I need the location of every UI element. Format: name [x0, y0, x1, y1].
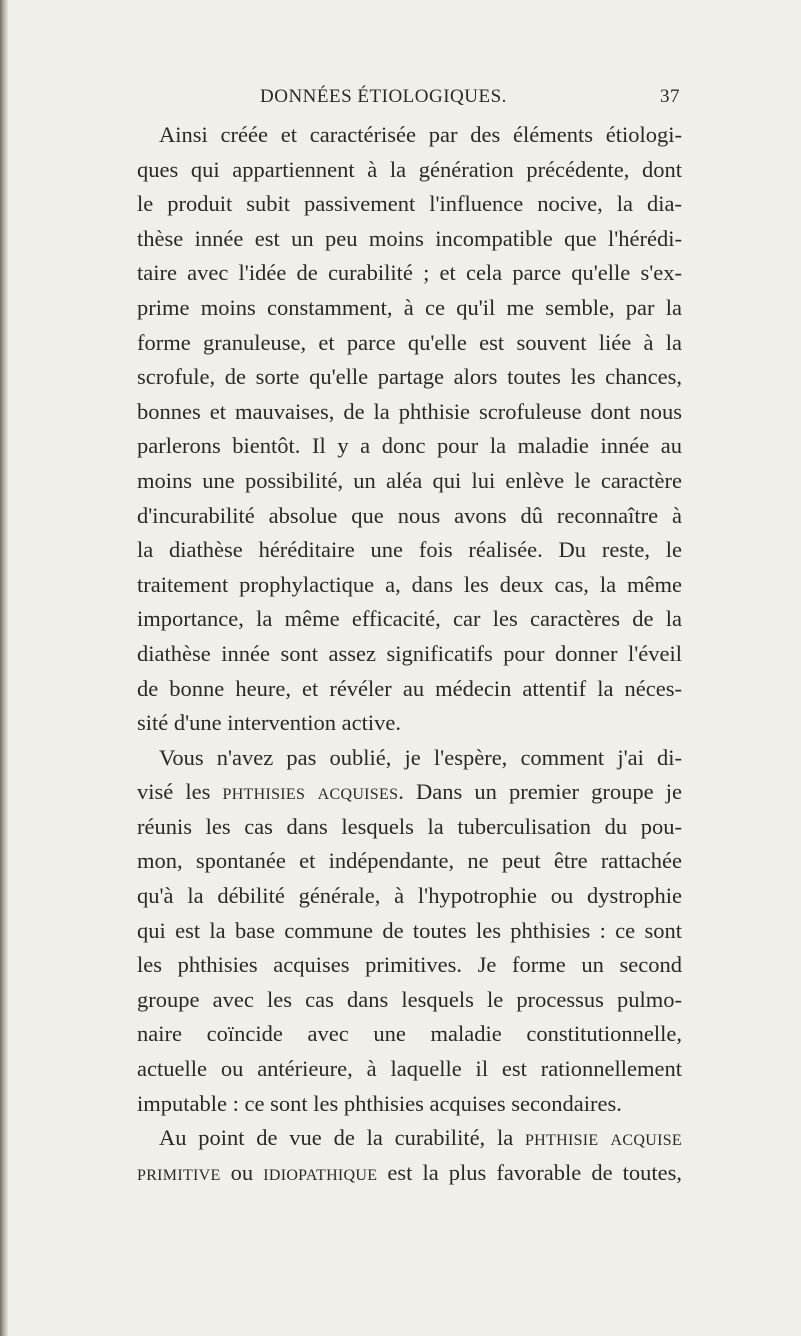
text-line: forme granuleuse, et parce qu'elle est souvent liée à la [137, 329, 682, 355]
text-line: actuelle ou antérieure, à laquelle il est rationnellement [137, 1056, 682, 1082]
text-line: diathèse innée sont assez significatifs pour donner l'éveil [137, 640, 682, 666]
text-line: traitement prophylactique a, dans les deux cas, la même [137, 571, 682, 597]
text-line: qu'à la débilité générale, à l'hypotrophie ou dystrophie [137, 883, 682, 909]
page-number: 37 [660, 86, 680, 107]
text-line: de bonne heure, et révéler au médecin attentif la néces- [137, 675, 682, 701]
text-line: naire coïncide avec une maladie constitutionnelle, [137, 1021, 682, 1047]
text-line: groupe avec les cas dans lesquels le processus pulmo- [137, 986, 682, 1012]
text-line: scrofule, de sorte qu'elle partage alors toutes les chances, [137, 364, 682, 390]
text-line: mon, spontanée et indépendante, ne peut être rattachée [137, 848, 682, 874]
text-line: la diathèse héréditaire une fois réalisée. Du reste, le [137, 537, 682, 563]
running-header [230, 86, 680, 114]
text-run: visé les [137, 779, 223, 805]
text-line: le produit subit passivement l'influence nocive, la dia- [137, 191, 682, 217]
text-line: parlerons bientôt. Il y a donc pour la maladie innée au [137, 433, 682, 459]
text-run: Au point de vue de la curabilité, la [159, 1125, 525, 1151]
text-line: importance, la même efficacité, car les caractères de la [137, 606, 682, 632]
text-line: les phthisies acquises primitives. Je forme un second [137, 952, 682, 978]
small-caps-term: phthisie acquise [524, 1125, 682, 1151]
text-line: prime moins constamment, à ce qu'il me semble, par la [137, 294, 682, 320]
text-line [137, 1156, 682, 1191]
text-line: Ainsi créée et caractérisée par des éléments étiologi- [159, 122, 682, 147]
text-line: moins une possibilité, un aléa qui lui enlève le caractère [137, 467, 682, 493]
running-title: DONNÉES ÉTIOLOGIQUES. [260, 86, 507, 107]
text-line: d'incurabilité absolue que nous avons dû reconnaître à [137, 502, 682, 528]
text-line [137, 1121, 682, 1156]
text-line: sité d'une intervention active. [137, 710, 401, 736]
text-line: Vous n'avez pas oublié, je l'espère, comment j'ai di- [159, 744, 682, 770]
text-run: est la plus favorable de toutes, [377, 1159, 682, 1185]
text-line: qui est la base commune de toutes les phthisies : ce sont [137, 917, 682, 943]
page-edge [0, 0, 8, 1336]
small-caps-term: primitive [137, 1159, 221, 1185]
text-line: ques qui appartiennent à la génération précédente, dont [137, 156, 682, 182]
small-caps-term: idiopathique [263, 1159, 378, 1185]
text-line: taire avec l'idée de curabilité ; et cela parce qu'elle s'ex- [137, 260, 682, 286]
text-run: . Dans un premier groupe je [398, 779, 682, 805]
text-line: thèse innée est un peu moins incompatible que l'hérédi- [137, 225, 682, 251]
text-line: imputable : ce sont les phthisies acquises secondaires. [137, 1090, 622, 1116]
text-line: réunis les cas dans lesquels la tuberculisation du pou- [137, 813, 682, 839]
text-line [137, 775, 682, 810]
body-text [137, 118, 682, 1190]
text-line: bonnes et mauvaises, de la phthisie scrofuleuse dont nous [137, 398, 682, 424]
small-caps-term: phthisies acquises [222, 779, 399, 805]
text-run: ou [220, 1159, 264, 1185]
